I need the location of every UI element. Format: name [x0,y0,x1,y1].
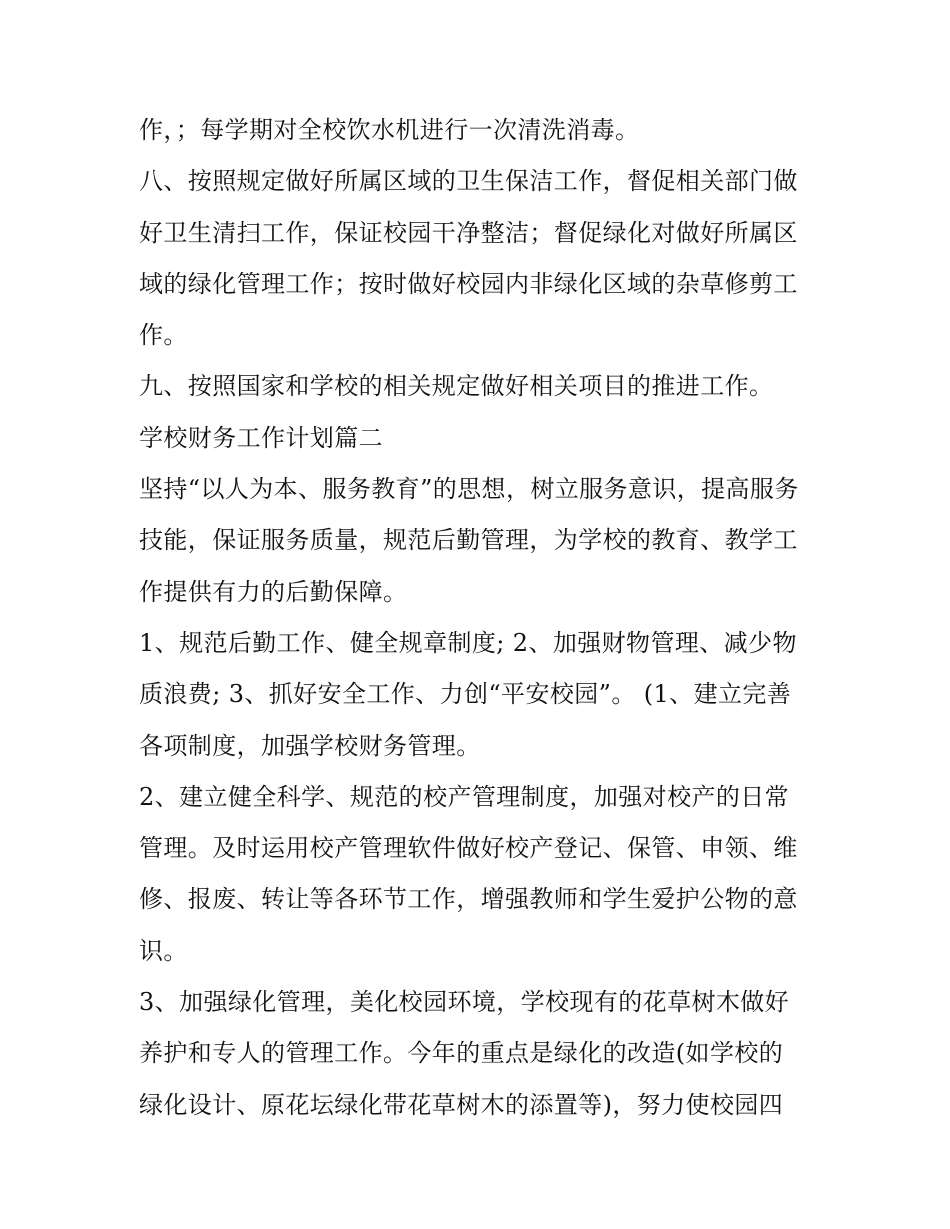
text-line: 修、报废、转让等各环节工作，增强教师和学生爱护公物的意 [139,885,798,914]
section-heading: 学校财务工作计划篇二 [139,423,383,452]
text-line: 识。 [139,936,188,965]
text-line: 八、按照规定做好所属区域的卫生保洁工作，督促相关部门做 [139,167,798,196]
document-body [139,105,829,1131]
text-line: 九、按照国家和学校的相关规定做好相关项目的推进工作。 [139,372,774,401]
text-line: 2、建立健全科学、规范的校产管理制度，加强对校产的日常 [139,782,790,811]
text-line: 绿化设计、原花坛绿化带花草树木的添置等)，努力使校园四 [139,1090,784,1119]
text-line: 管理。及时运用校产管理软件做好校产登记、保管、申领、维 [139,834,798,863]
text-line: 3、加强绿化管理，美化校园环境，学校现有的花草树木做好 [139,988,790,1017]
text-line: 各项制度，加强学校财务管理。 [139,731,481,760]
text-line: 好卫生清扫工作，保证校园干净整洁；督促绿化对做好所属区 [139,218,798,247]
text-line: 质浪费; 3、抓好安全工作、力创“平安校园”。 (1、建立完善 [139,680,792,709]
text-line: 坚持“以人为本、服务教育”的思想，树立服务意识，提高服务 [139,475,799,504]
text-line: 作。 [139,321,188,350]
text-line: 养护和专人的管理工作。今年的重点是绿化的改造(如学校的 [139,1039,784,1068]
text-line: 技能，保证服务质量，规范后勤管理，为学校的教育、教学工 [139,526,798,555]
text-line: 作提供有力的后勤保障。 [139,577,408,606]
text-line: 作，；每学期对全校饮水机进行一次清洗消毒。 [139,116,640,144]
text-line: 域的绿化管理工作；按时做好校园内非绿化区域的杂草修剪工 [139,269,798,298]
text-line: 1、规范后勤工作、健全规章制度; 2、加强财物管理、减少物 [139,628,797,657]
